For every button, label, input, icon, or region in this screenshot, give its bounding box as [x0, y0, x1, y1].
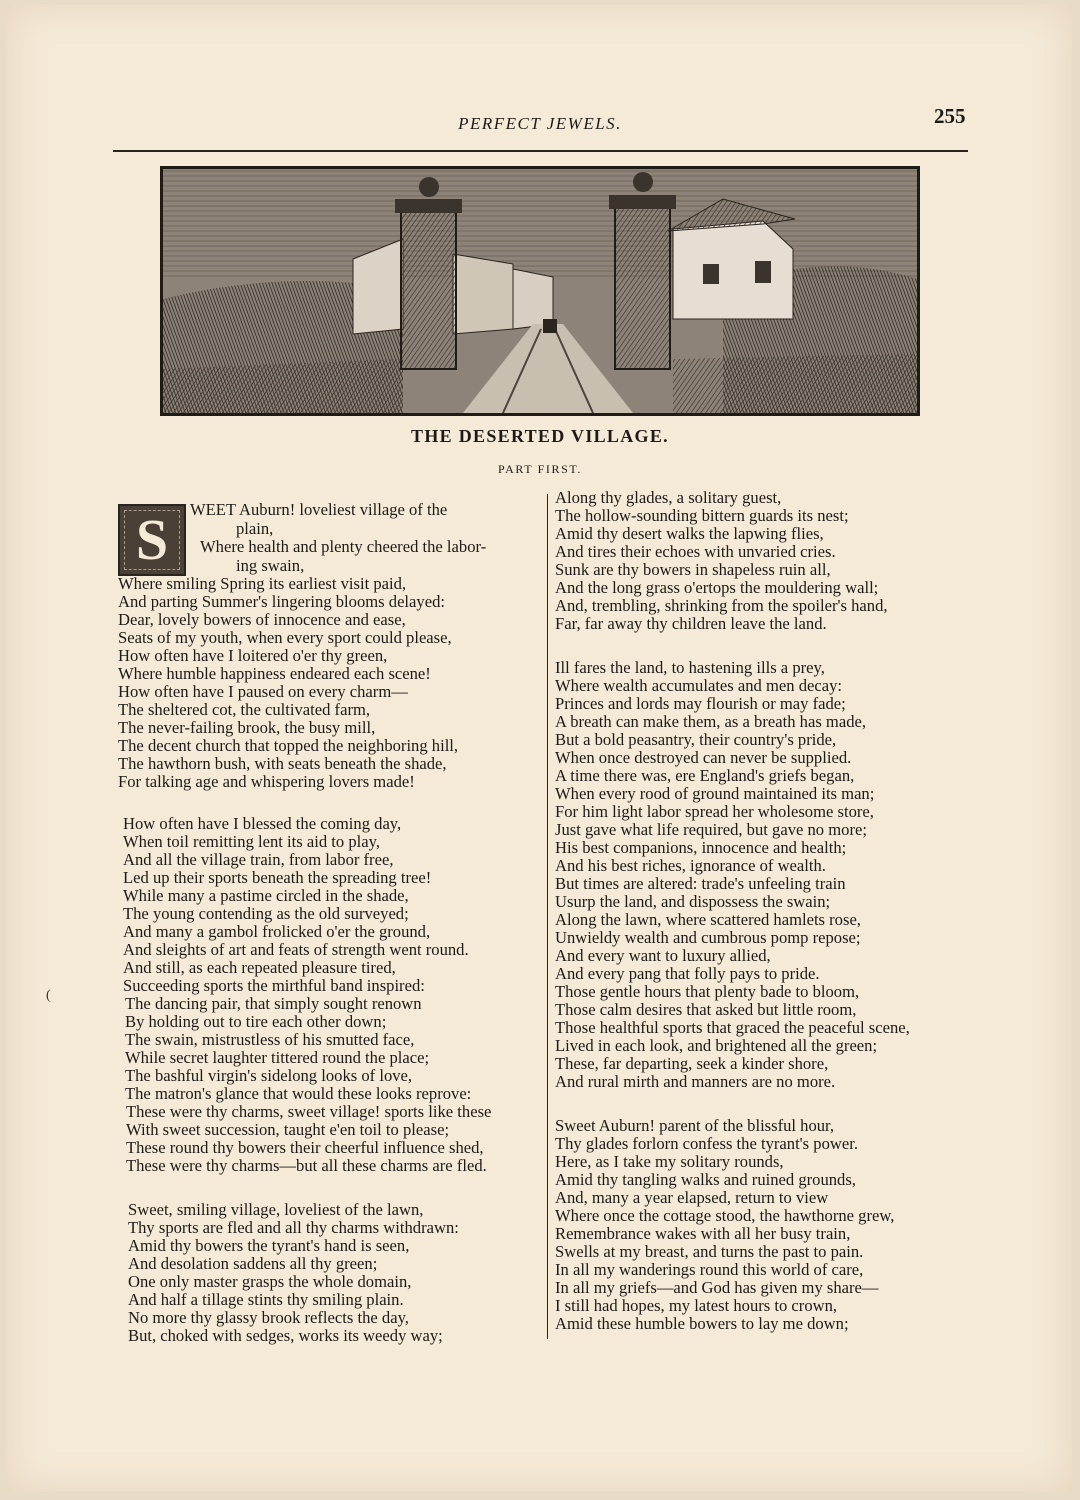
verse-line: Ill fares the land, to hastening ills a prey, [555, 658, 825, 677]
verse-line: But times are altered: trade's unfeeling train [555, 874, 846, 893]
verse-line: And, trembling, shrinking from the spoiler's hand, [555, 596, 888, 615]
verse-line: For him light labor spread her wholesome store, [555, 802, 874, 821]
verse-line: When once destroyed can never be supplied. [555, 748, 852, 767]
verse-line: Where wealth accumulates and men decay: [555, 676, 843, 695]
cart [543, 319, 557, 333]
verse-line: Amid these humble bowers to lay me down; [555, 1314, 849, 1333]
verse-line: The dancing pair, that simply sought renown [125, 994, 422, 1013]
verse-line: Along thy glades, a solitary guest, [555, 488, 782, 507]
verse-line: Amid thy tangling walks and ruined grounds, [555, 1170, 856, 1189]
verse-line: Where once the cottage stood, the hawthorne grew, [555, 1206, 895, 1225]
verse-line: Remembrance wakes with all her busy train, [555, 1224, 851, 1243]
verse-line: Those gentle hours that plenty bade to bloom, [555, 982, 860, 1001]
verse-line: No more thy glassy brook reflects the day, [128, 1308, 409, 1327]
left-gate-pillar [401, 209, 456, 369]
drop-cap: S [118, 504, 186, 576]
verse-line: How often have I blessed the coming day, [123, 814, 402, 833]
verse-line: But, choked with sedges, works its weedy way; [128, 1326, 443, 1345]
verse-line: Unwieldy wealth and cumbrous pomp repose; [555, 928, 861, 947]
verse-line: Sweet Auburn! parent of the blissful hour, [555, 1116, 835, 1135]
verse-line: When every rood of ground maintained its man; [555, 784, 875, 803]
verse-line: The never-failing brook, the busy mill, [118, 718, 376, 737]
verse-line: And desolation saddens all thy green; [128, 1254, 378, 1273]
verse-line: Where humble happiness endeared each scene! [118, 664, 431, 683]
cottage [673, 221, 793, 319]
verse-line: Succeeding sports the mirthful band inspired: [123, 976, 425, 995]
verse-line: By holding out to tire each other down; [125, 1012, 387, 1031]
verse-line: Those calm desires that asked but little room, [555, 1000, 857, 1019]
verse-line: And his best riches, ignorance of wealth. [555, 856, 826, 875]
running-title: PERFECT JEWELS. [458, 114, 622, 133]
verse-line: In all my griefs—and God has given my share— [555, 1278, 879, 1297]
verse-line: ing swain, [236, 556, 305, 575]
verse-line: The young contending as the old surveyed; [123, 904, 409, 923]
verse-line: And the long grass o'ertops the mouldering wall; [555, 578, 879, 597]
verse-line: Swells at my breast, and turns the past to pain. [555, 1242, 864, 1261]
village-gate-engraving-icon [160, 166, 920, 416]
verse-line: The matron's glance that would these looks reprove: [125, 1084, 472, 1103]
verse-line: Sunk are thy bowers in shapeless ruin all, [555, 560, 831, 579]
verse-line: One only master grasps the whole domain, [128, 1272, 412, 1291]
verse-line: plain, [236, 519, 274, 538]
verse-line: Those healthful sports that graced the peaceful scene, [555, 1018, 910, 1037]
street-houses [453, 254, 513, 334]
verse-line: Seats of my youth, when every sport could please, [118, 628, 452, 647]
verse-line: The bashful virgin's sidelong looks of love, [125, 1066, 413, 1085]
verse-line: Here, as I take my solitary rounds, [555, 1152, 784, 1171]
verse-line: Where health and plenty cheered the labor- [200, 537, 487, 556]
verse-line: These round thy bowers their cheerful influence shed, [126, 1138, 484, 1157]
verse-line: The swain, mistrustless of his smutted face, [125, 1030, 415, 1049]
verse-line: Where smiling Spring its earliest visit paid, [118, 574, 407, 593]
right-column [555, 488, 985, 1348]
verse-line: The hollow-sounding bittern guards its nest; [555, 506, 849, 525]
verse-line: And still, as each repeated pleasure tired, [123, 958, 396, 977]
verse-line: The sheltered cot, the cultivated farm, [118, 700, 371, 719]
verse-line: A time there was, ere England's griefs began, [555, 766, 855, 785]
verse-line: While many a pastime circled in the shade, [123, 886, 409, 905]
column-divider [547, 494, 548, 1339]
verse-line: Far, far away thy children leave the land. [555, 614, 827, 633]
verse-line: And all the village train, from labor free, [123, 850, 394, 869]
page-number: 255 [934, 104, 966, 128]
verse-line: Just gave what life required, but gave no more; [555, 820, 867, 839]
verse-line: How often have I loitered o'er thy green, [118, 646, 388, 665]
header-rule [113, 150, 968, 152]
verse-line: These, far departing, seek a kinder shore, [555, 1054, 829, 1073]
margin-mark: ( [46, 988, 51, 1003]
verse-line: Amid thy desert walks the lapwing flies, [555, 524, 824, 543]
poem-title: THE DESERTED VILLAGE. [411, 426, 669, 446]
verse-line: And tires their echoes with unvaried cries. [555, 542, 836, 561]
verse-line: His best companions, innocence and health; [555, 838, 847, 857]
verse-line: Thy sports are fled and all thy charms withdrawn: [128, 1218, 459, 1237]
verse-line: Along the lawn, where scattered hamlets rose, [555, 910, 861, 929]
verse-line: The hawthorn bush, with seats beneath the shade, [118, 754, 447, 773]
left-column [118, 490, 550, 1365]
verse-line: But a bold peasantry, their country's pride, [555, 730, 837, 749]
verse-line: And rural mirth and manners are no more. [555, 1072, 836, 1091]
verse-line: These were thy charms—but all these charms are fled. [126, 1156, 487, 1175]
verse-line: Princes and lords may flourish or may fade; [555, 694, 846, 713]
verse-line: Amid thy bowers the tyrant's hand is seen, [128, 1236, 410, 1255]
poem-part: PART FIRST. [497, 462, 583, 476]
verse-line: Dear, lovely bowers of innocence and ease, [118, 610, 406, 629]
verse-line: With sweet succession, taught e'en toil to please; [126, 1120, 450, 1139]
verse-line: In all my wanderings round this world of care, [555, 1260, 864, 1279]
engraving-svg [163, 169, 917, 413]
verse-line: And many a gambol frolicked o'er the ground, [123, 922, 431, 941]
verse-line: And parting Summer's lingering blooms delayed: [118, 592, 445, 611]
verse-line: And every pang that folly pays to pride. [555, 964, 820, 983]
verse-line: How often have I paused on every charm— [118, 682, 408, 701]
verse-line: Usurp the land, and dispossess the swain; [555, 892, 831, 911]
verse-line: These were thy charms, sweet village! sports like these [126, 1102, 492, 1121]
verse-line: Lived in each look, and brightened all the green; [555, 1036, 878, 1055]
verse-line: A breath can make them, as a breath has made, [555, 712, 867, 731]
verse-line: And half a tillage stints thy smiling plain. [128, 1290, 404, 1309]
verse-line: Led up their sports beneath the spreading tree! [123, 868, 432, 887]
verse-line: The decent church that topped the neighboring hill, [118, 736, 459, 755]
verse-line: When toil remitting lent its aid to play, [123, 832, 381, 851]
verse-line: I still had hopes, my latest hours to crown, [555, 1296, 838, 1315]
verse-line: WEET Auburn! loveliest village of the [190, 500, 448, 519]
verse-line: And every want to luxury allied, [555, 946, 771, 965]
verse-line: For talking age and whispering lovers made! [118, 772, 415, 791]
verse-line: And, many a year elapsed, return to view [555, 1188, 829, 1207]
verse-line: Sweet, smiling village, loveliest of the lawn, [128, 1200, 424, 1219]
verse-line: While secret laughter tittered round the place; [125, 1048, 430, 1067]
verse-line: And sleights of art and feats of strength went round. [123, 940, 469, 959]
right-gate-pillar [615, 204, 670, 369]
verse-line: Thy glades forlorn confess the tyrant's power. [555, 1134, 858, 1153]
